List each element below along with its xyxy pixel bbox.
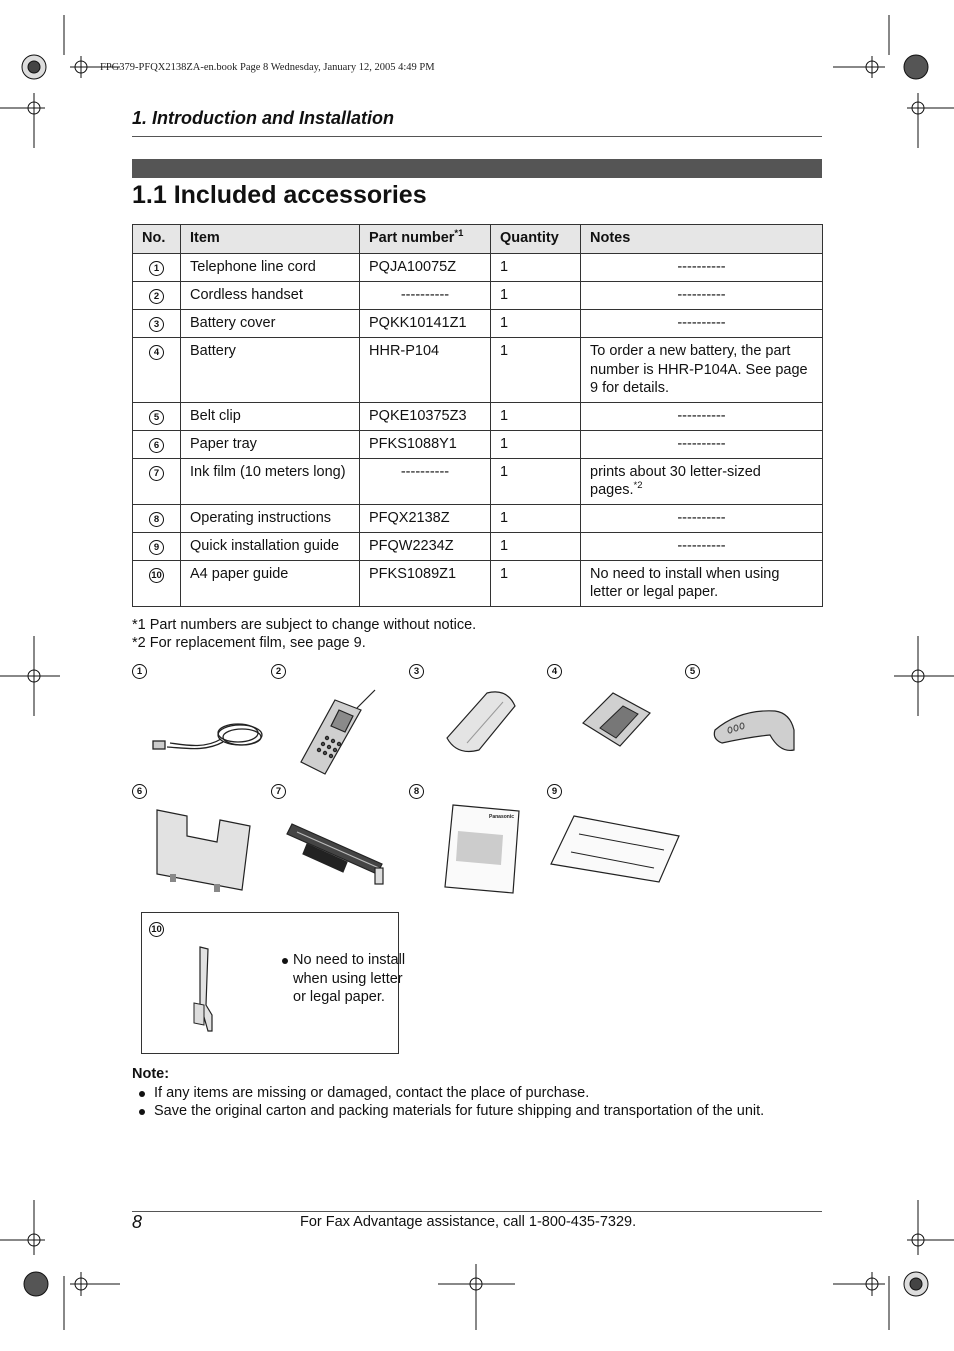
note-title: Note: (132, 1066, 170, 1082)
accessories-table (132, 224, 823, 607)
row-notes: ---------- (581, 430, 823, 458)
row-quantity: 1 (491, 458, 581, 504)
row-quantity: 1 (491, 338, 581, 403)
telephone-cord-illustration (145, 705, 275, 785)
row-quantity: 1 (491, 560, 581, 606)
row-notes: ---------- (581, 282, 823, 310)
footer-text: For Fax Advantage assistance, call 1-800-435-7329. (300, 1214, 637, 1230)
row-item: Battery cover (181, 310, 360, 338)
manual-brand: Panasonic (489, 814, 515, 820)
row-part-number: ---------- (360, 282, 491, 310)
title-bar (132, 159, 822, 178)
row-notes: ---------- (581, 310, 823, 338)
note-item: If any items are missing or damaged, contact the place of purchase. (154, 1085, 590, 1101)
row-notes: ---------- (581, 504, 823, 532)
row-quantity: 1 (491, 504, 581, 532)
figure-label: 9 (547, 784, 562, 799)
table-row (133, 458, 823, 504)
row-part-number: ---------- (360, 458, 491, 504)
row-part-number: PFKS1088Y1 (360, 430, 491, 458)
row-number-badge: 10 (149, 568, 164, 583)
table-row (133, 310, 823, 338)
page-number: 8 (132, 1212, 143, 1232)
table-row (133, 254, 823, 282)
guide-note: No need to install when using letter or legal paper. (293, 952, 406, 1005)
row-item: A4 paper guide (181, 560, 360, 606)
row-item: Paper tray (181, 430, 360, 458)
row-part-number: PQJA10075Z (360, 254, 491, 282)
header-item: Item (181, 225, 360, 254)
row-number-badge: 8 (149, 512, 164, 527)
row-quantity: 1 (491, 430, 581, 458)
battery-cover-illustration (437, 688, 527, 758)
table-header-row (133, 225, 823, 254)
figure-label: 2 (271, 664, 286, 679)
row-quantity: 1 (491, 532, 581, 560)
figure-label: 8 (409, 784, 424, 799)
row-number (133, 458, 181, 504)
row-part-number: PQKE10375Z3 (360, 402, 491, 430)
footer-rule (132, 1211, 822, 1212)
table-row (133, 430, 823, 458)
row-item: Cordless handset (181, 282, 360, 310)
row-notes: No need to install when using letter or legal paper. (581, 560, 823, 606)
row-part-number: PFQX2138Z (360, 504, 491, 532)
row-number (133, 430, 181, 458)
header-no: No. (133, 225, 181, 254)
row-notes: ---------- (581, 532, 823, 560)
row-quantity: 1 (491, 402, 581, 430)
bullet-icon (282, 958, 288, 964)
row-notes: To order a new battery, the part number is HHR-P104A. See page 9 for details. (581, 338, 823, 403)
row-number-badge: 5 (149, 410, 164, 425)
row-quantity: 1 (491, 282, 581, 310)
section-heading: 1. Introduction and Installation (132, 108, 395, 128)
row-item: Ink film (10 meters long) (181, 458, 360, 504)
row-quantity: 1 (491, 254, 581, 282)
row-number (133, 254, 181, 282)
row-number-badge: 1 (149, 261, 164, 276)
bullet-icon (139, 1109, 145, 1115)
header-part-number: Part number$^{*1}$ (360, 225, 491, 254)
row-number (133, 310, 181, 338)
row-item: Quick installation guide (181, 532, 360, 560)
row-number (133, 504, 181, 532)
figure-label: 7 (271, 784, 286, 799)
a4-paper-guide-illustration (190, 945, 220, 1035)
figure-label: 10 (149, 922, 164, 937)
row-part-number: PQKK10141Z1 (360, 310, 491, 338)
bullet-icon (139, 1091, 145, 1097)
table-row (133, 402, 823, 430)
row-item: Telephone line cord (181, 254, 360, 282)
table-row (133, 504, 823, 532)
quick-guide-illustration (549, 814, 689, 884)
battery-illustration (578, 688, 658, 753)
figure-label: 4 (547, 664, 562, 679)
row-notes: ---------- (581, 402, 823, 430)
row-number-badge: 7 (149, 466, 164, 481)
page-title: 1.1 Included accessories (132, 181, 427, 209)
note-item: Save the original carton and packing materials for future shipping and transportation of the unit. (154, 1103, 765, 1119)
row-number-badge: 6 (149, 438, 164, 453)
row-part-number: PFKS1089Z1 (360, 560, 491, 606)
row-part-number: PFQW2234Z (360, 532, 491, 560)
cordless-handset-illustration (295, 688, 385, 778)
figure-label: 6 (132, 784, 147, 799)
figure-label: 5 (685, 664, 700, 679)
row-part-number: HHR-P104 (360, 338, 491, 403)
book-file-line: FPG379-PFQX2138ZA-en.book Page 8 Wednesday, January 12, 2005 4:49 PM (100, 62, 435, 73)
figure-label: 3 (409, 664, 424, 679)
table-row (133, 560, 823, 606)
footnote-1: *1 Part numbers are subject to change without notice. (132, 617, 477, 633)
belt-clip-illustration (710, 705, 800, 755)
operating-instructions-illustration (443, 803, 523, 895)
paper-tray-illustration (152, 808, 252, 898)
figure-label: 1 (132, 664, 147, 679)
row-number (133, 338, 181, 403)
row-notes: prints about 30 letter-sized pages.$^{*2}$ (581, 458, 823, 504)
row-item: Belt clip (181, 402, 360, 430)
row-number (133, 282, 181, 310)
row-item: Operating instructions (181, 504, 360, 532)
header-rule (132, 136, 822, 137)
row-quantity: 1 (491, 310, 581, 338)
table-row (133, 532, 823, 560)
row-number (133, 560, 181, 606)
row-number-badge: 4 (149, 345, 164, 360)
row-item: Battery (181, 338, 360, 403)
header-quantity: Quantity (491, 225, 581, 254)
row-number-badge: 3 (149, 317, 164, 332)
footnote-2: *2 For replacement film, see page 9. (132, 635, 366, 651)
table-row (133, 282, 823, 310)
row-notes: ---------- (581, 254, 823, 282)
header-notes: Notes (581, 225, 823, 254)
row-number (133, 402, 181, 430)
table-row (133, 338, 823, 403)
row-number-badge: 9 (149, 540, 164, 555)
row-number-badge: 2 (149, 289, 164, 304)
ink-film-illustration (287, 818, 387, 888)
row-number (133, 532, 181, 560)
